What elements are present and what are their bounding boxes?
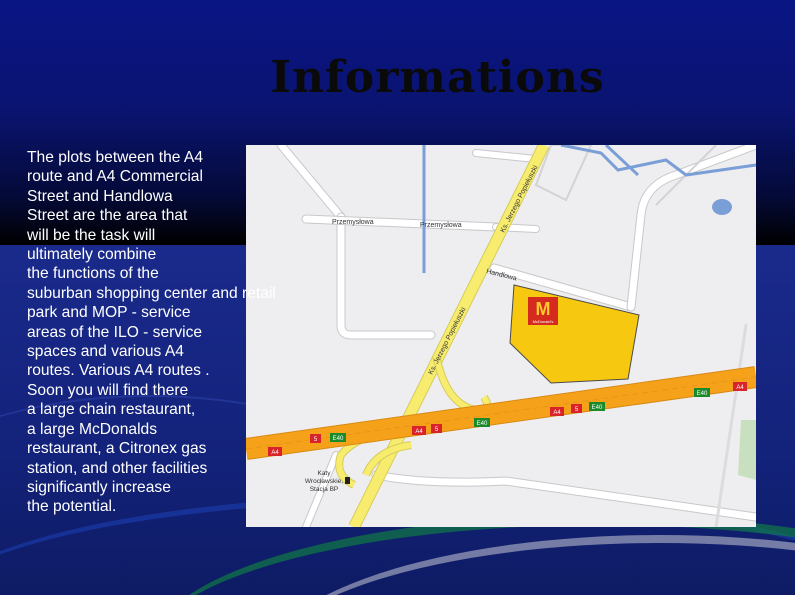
- slide-title: Informations: [270, 52, 605, 103]
- svg-text:E40: E40: [332, 436, 344, 442]
- mcdonalds-logo-brand: McDonald's: [532, 319, 554, 324]
- svg-text:5: 5: [574, 407, 579, 413]
- street-label: Przemysłowa: [332, 219, 374, 226]
- road-shield-5: [571, 404, 582, 413]
- mcdonalds-logo: [528, 297, 558, 325]
- svg-text:A4: A4: [271, 450, 279, 456]
- road-shield-a4: [550, 407, 564, 416]
- svg-text:A4: A4: [553, 410, 561, 416]
- svg-text:E40: E40: [696, 391, 708, 397]
- svg-text:Wrocławskie,: Wrocławskie,: [304, 478, 344, 485]
- road-shield-e40: [589, 402, 605, 411]
- road-shield-e40: [330, 433, 346, 442]
- mcdonalds-logo-mark: M: [535, 299, 551, 319]
- road-shield-e40: [474, 418, 490, 427]
- svg-text:A4: A4: [736, 385, 744, 391]
- svg-text:5: 5: [434, 427, 439, 433]
- svg-text:A4: A4: [415, 429, 423, 435]
- street-label: Przemysłowa: [420, 222, 462, 229]
- green-area: [738, 420, 756, 480]
- street-label: Ks. Jerzego Popiełuszki: [499, 164, 540, 234]
- svg-text:Stacja BP: Stacja BP: [309, 486, 339, 493]
- svg-text:E40: E40: [591, 405, 603, 411]
- pond: [712, 199, 732, 215]
- svg-text:Katy: Katy: [317, 470, 331, 477]
- svg-text:5: 5: [313, 437, 318, 443]
- road-shield-a4: [733, 382, 747, 391]
- fuel-pump-icon: [345, 477, 350, 484]
- street-label: Handlowa: [485, 268, 518, 283]
- road-shield-e40: [694, 388, 710, 397]
- street-label: Ks. Jerzego Popiełuszki: [427, 306, 468, 376]
- road-shield-a4: [412, 426, 426, 435]
- svg-text:E40: E40: [476, 421, 488, 427]
- road-shield-5: [431, 424, 442, 433]
- slide-body-text: The plots between the A4 route and A4 Commercial Street and Handlowa Street are the area that will be the task will ultimately combine the functions of the suburban shopping center and retail park and MOP - service areas of the ILO - service spaces and various A4 routes. Various A4 routes . Soon you will find there a large chain restaurant, a large McDonalds restaurant, a Citronex gas station, and other facilities significantly increase the potential.: [27, 149, 276, 516]
